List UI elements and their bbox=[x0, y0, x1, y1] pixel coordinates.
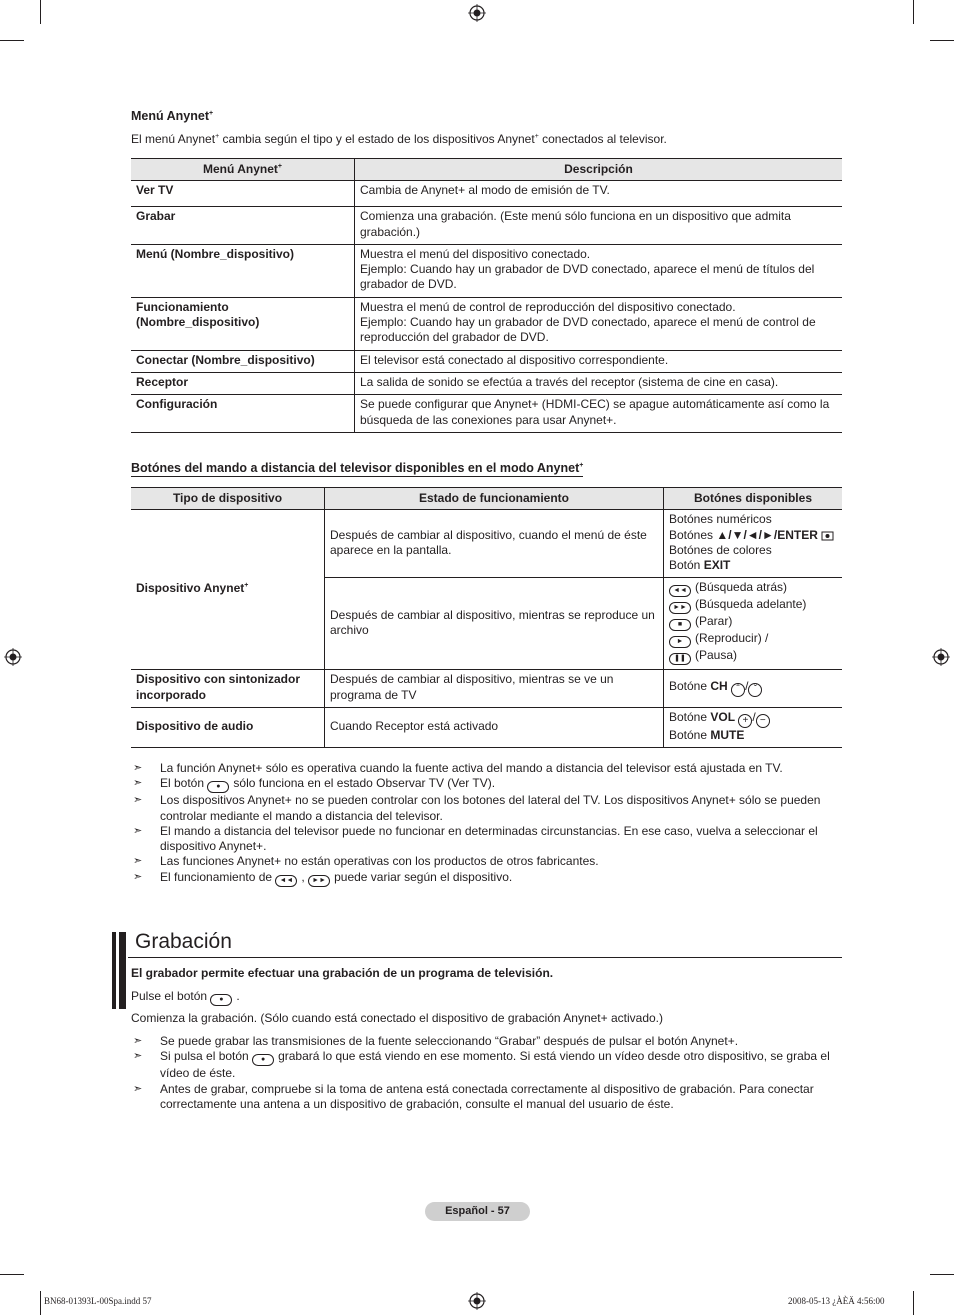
col-type-header: Tipo de dispositivo bbox=[131, 488, 325, 510]
rewind-icon: ◄◄ bbox=[669, 585, 691, 597]
page-number: Español - 57 bbox=[425, 1202, 530, 1221]
row-desc: Muestra el menú del dispositivo conectado. Ejemplo: Cuando hay un grabador de DVD conectado, aparece el menú de títulos del grabador de DVD. bbox=[355, 244, 843, 297]
grabacion-lead: El grabador permite efectuar una grabación de un programa de televisión. bbox=[131, 966, 554, 980]
row-desc: La salida de sonido se efectúa a través del receptor (sistema de cine en casa). bbox=[355, 372, 843, 394]
registration-mark-icon bbox=[468, 4, 486, 22]
arrow-icon: ➣ bbox=[133, 855, 143, 868]
note-item: ➣ El funcionamiento de ◄◄ , ►► puede variar según el dispositivo. bbox=[131, 870, 842, 887]
section-bar bbox=[119, 932, 126, 1009]
table-row bbox=[131, 395, 842, 433]
anynet-notes bbox=[131, 761, 842, 887]
col-state-header: Estado de funcionamiento bbox=[325, 488, 664, 510]
volume-down-icon: − bbox=[756, 714, 770, 728]
buttons-cell: ◄◄ (Búsqueda atrás) ►► (Búsqueda adelante) ■ (Parar) ► (Reproducir) / ❚❚ (Pausa) bbox=[664, 578, 843, 670]
arrow-icon: ➣ bbox=[133, 1035, 143, 1047]
table-row bbox=[131, 708, 842, 748]
arrow-icon: ➣ bbox=[133, 794, 143, 807]
arrow-icon: ➣ bbox=[133, 777, 143, 790]
row-desc: Muestra el menú de control de reproducción del dispositivo conectado. Ejemplo: Cuando hay un grabador de DVD conectado, aparece el menú de control de reproducción del grabador de DVD. bbox=[355, 297, 843, 350]
col-desc-header: Descripción bbox=[355, 159, 843, 181]
buttons-cell: Botóne VOL + / − Botóne MUTE bbox=[664, 708, 843, 748]
channel-down-icon: ˇ bbox=[748, 683, 762, 697]
row-name: Grabar bbox=[131, 207, 355, 245]
buttons-cell: Botónes numéricos Botónes ▲/▼/◄/►/ENTER Botónes de colores Botón EXIT bbox=[664, 510, 843, 578]
col-buttons-header: Botónes disponibles bbox=[664, 488, 843, 510]
table-row bbox=[131, 207, 842, 245]
table-row bbox=[131, 372, 842, 394]
note-item: ➣ Se puede grabar las transmisiones de la fuente seleccionando “Grabar” después de pulsar el botón Anynet+. bbox=[133, 1034, 739, 1048]
rewind-icon: ◄◄ bbox=[275, 875, 297, 887]
arrow-icon: ➣ bbox=[133, 1082, 143, 1095]
registration-mark-icon bbox=[932, 648, 950, 666]
fast-forward-icon: ►► bbox=[669, 602, 691, 614]
crop-mark bbox=[0, 1274, 24, 1275]
anynet-menu-table bbox=[131, 158, 842, 433]
volume-up-icon: + bbox=[738, 714, 752, 728]
note-item: ➣ Antes de grabar, compruebe si la toma de antena está conectada correctamente al dispositivo de grabación. Para conectar correctamente una antena a un dispositivo de grabación, consulte el manual del usuario de éste. bbox=[133, 1081, 814, 1111]
crop-mark bbox=[0, 40, 24, 41]
arrow-icon: ➣ bbox=[133, 762, 143, 774]
table-row bbox=[131, 181, 842, 207]
note-item: ➣ Los dispositivos Anynet+ no se pueden controlar con los botones del lateral del TV. Los dispositivos Anynet+ sólo se pueden controlar mediante el mando a distancia del televisor. bbox=[133, 793, 821, 823]
row-desc: Se puede configurar que Anynet+ (HDMI-CEC) se apague automáticamente así como la búsqueda de las conexiones para usar Anynet+. bbox=[355, 395, 843, 433]
row-desc: El televisor está conectado al dispositivo correspondiente. bbox=[355, 350, 843, 372]
arrow-icon: ➣ bbox=[133, 1050, 143, 1063]
note-item: ➣ Si pulsa el botón ● grabará lo que está viendo en ese momento. Si está viendo un vídeo desde otro dispositivo, se graba el vídeo de éste. bbox=[133, 1049, 830, 1081]
crop-mark bbox=[913, 0, 914, 24]
remote-buttons-table bbox=[131, 487, 842, 748]
state-cell: Después de cambiar al dispositivo, mientras se ve un programa de TV bbox=[325, 670, 664, 708]
grabacion-start: Comienza la grabación. (Sólo cuando está conectado el dispositivo de grabación Anynet+ activado.) bbox=[131, 1011, 664, 1025]
table-row bbox=[131, 510, 842, 578]
table-header-row bbox=[131, 159, 842, 181]
state-cell: Después de cambiar al dispositivo, cuando el menú de éste aparece en la pantalla. bbox=[325, 510, 664, 578]
channel-up-icon: ˆ bbox=[731, 683, 745, 697]
stop-icon: ■ bbox=[669, 619, 691, 631]
crop-mark bbox=[930, 40, 954, 41]
grabacion-press: Pulse el botón ● . bbox=[131, 989, 240, 1006]
record-icon: ● bbox=[252, 1054, 274, 1066]
row-name: Menú (Nombre_dispositivo) bbox=[131, 244, 355, 297]
row-name: Conectar (Nombre_dispositivo) bbox=[131, 350, 355, 372]
table-row bbox=[131, 350, 842, 372]
table-row bbox=[131, 297, 842, 350]
device-type-cell: Dispositivo con sintonizador incorporado bbox=[131, 670, 325, 708]
grabacion-notes bbox=[131, 1034, 842, 1112]
table-row bbox=[131, 670, 842, 708]
section-bar bbox=[112, 932, 116, 1009]
pause-icon: ❚❚ bbox=[669, 653, 691, 665]
state-cell: Después de cambiar al dispositivo, mientras se reproduce un archivo bbox=[325, 578, 664, 670]
record-icon: ● bbox=[210, 994, 232, 1006]
table-header-row bbox=[131, 488, 842, 510]
note-item: ➣ Las funciones Anynet+ no están operativas con los productos de otros fabricantes. bbox=[133, 854, 599, 869]
note-item: ➣ La función Anynet+ sólo es operativa cuando la fuente activa del mando a distancia del televisor está ajustada en TV. bbox=[133, 761, 783, 775]
table-row bbox=[131, 244, 842, 297]
col-menu-header: Menú Anynet+ bbox=[131, 159, 355, 181]
state-cell: Cuando Receptor está activado bbox=[325, 708, 664, 748]
arrow-icon: ➣ bbox=[133, 870, 143, 883]
record-icon: ● bbox=[207, 781, 229, 793]
row-desc: Cambia de Anynet+ al modo de emisión de TV. bbox=[355, 181, 843, 207]
crop-mark bbox=[40, 1291, 41, 1315]
row-name: Ver TV bbox=[131, 181, 355, 207]
footer-date: 2008-05-13 ¿ÀÈÄ 4:56:00 bbox=[788, 1296, 885, 1306]
anynet-menu-intro: El menú Anynet+ cambia según el tipo y el estado de los dispositivos Anynet+ conectados al televisor. bbox=[131, 132, 667, 146]
device-type-cell: Dispositivo de audio bbox=[131, 708, 325, 748]
fast-forward-icon: ►► bbox=[308, 875, 330, 887]
crop-mark bbox=[40, 0, 41, 24]
device-type-cell: Dispositivo Anynet+ bbox=[131, 510, 325, 670]
crop-mark bbox=[913, 1291, 914, 1315]
enter-icon bbox=[821, 530, 835, 541]
section-title: Grabación bbox=[135, 930, 232, 953]
crop-mark bbox=[930, 1274, 954, 1275]
row-name: Receptor bbox=[131, 372, 355, 394]
buttons-cell: Botóne CH ˆ / ˇ bbox=[664, 670, 843, 708]
note-item: ➣ El botón ● sólo funciona en el estado Observar TV (Ver TV). bbox=[131, 776, 842, 793]
footer-file: BN68-01393L-00Spa.indd 57 bbox=[44, 1296, 152, 1306]
section-rule bbox=[128, 957, 842, 958]
play-icon: ► bbox=[669, 636, 691, 648]
row-name: Configuración bbox=[131, 395, 355, 433]
note-item: ➣ El mando a distancia del televisor puede no funcionar en determinadas circunstancias. En ese caso, vuelva a seleccionar el dispositivo Anynet+. bbox=[133, 823, 818, 854]
registration-mark-icon bbox=[468, 1292, 486, 1310]
arrow-icon: ➣ bbox=[133, 824, 143, 837]
registration-mark-icon bbox=[4, 648, 22, 666]
row-name: Funcionamiento (Nombre_dispositivo) bbox=[131, 297, 355, 350]
remote-buttons-heading: Botónes del mando a distancia del televisor disponibles en el modo Anynet+ bbox=[131, 461, 584, 475]
row-desc: Comienza una grabación. (Este menú sólo funciona en un dispositivo que admita grabación.) bbox=[355, 207, 843, 245]
anynet-menu-heading: Menú Anynet+ bbox=[131, 109, 214, 123]
